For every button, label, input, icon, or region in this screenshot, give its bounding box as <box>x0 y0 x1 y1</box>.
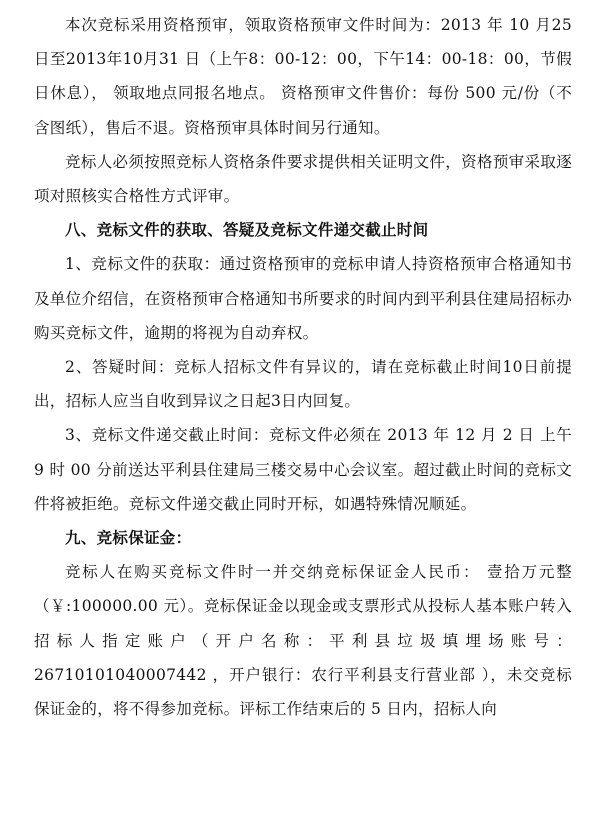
paragraph-bid-bond: 竞标人在购买竞标文件时一并交纳竞标保证金人民币： 壹拾万元整（￥:100000.00 元）。竞标保证金以现金或支票形式从投标人基本账户转入招标人指定账户（开户名称：平利县垃圾填埋场账号：26710101040007442 ，开户银行：农行平利县支行营业部 ），未交竞标保证金的，将不得参加竞标。评标工作结束后的 5 日内，招标人向 <box>34 563 572 719</box>
item-submission-deadline: 3、竞标文件递交截止时间：竞标文件必须在 2013 年 12 月 2 日 上午 9 时 00 分前送达平利县住建局三楼交易中心会议室。超过截止时间的竞标文件将被拒绝。竞标文件递交截止同时开标，如遇特殊情况顺延。 <box>34 426 572 513</box>
paragraph-prequalification-schedule: 本次竞标采用资格预审，领取资格预审文件时间为：2013 年 10 月25日至2013年10月31 日（上午8：00-12：00，下午14：00-18：00，节假日休息）， 领取地点同报名地点。 资格预审文件售价：每份 500 元/份（不含图纸），售后不退。资格预审具体时间另行通知。 <box>34 16 572 137</box>
paragraph-prequalification-review: 竞标人必须按照竞标人资格条件要求提供相关证明文件，资格预审采取逐项对照核实合格性方式评审。 <box>34 152 572 206</box>
section-heading-eight: 八、竞标文件的获取、答疑及竞标文件递交截止时间 <box>65 220 429 240</box>
section-heading-nine: 九、竞标保证金： <box>65 528 192 548</box>
item-obtain-bid-documents: 1、竞标文件的获取：通过资格预审的竞标申请人持资格预审合格通知书及单位介绍信，在资格预审合格通知书所要求的时间内到平利县住建局招标办购买竞标文件，逾期的将视为自动弃权。 <box>34 255 572 342</box>
item-question-time: 2、答疑时间：竞标人招标文件有异议的，请在竞标截止时间10日前提出，招标人应当自收到异议之日起3日内回复。 <box>34 358 572 411</box>
